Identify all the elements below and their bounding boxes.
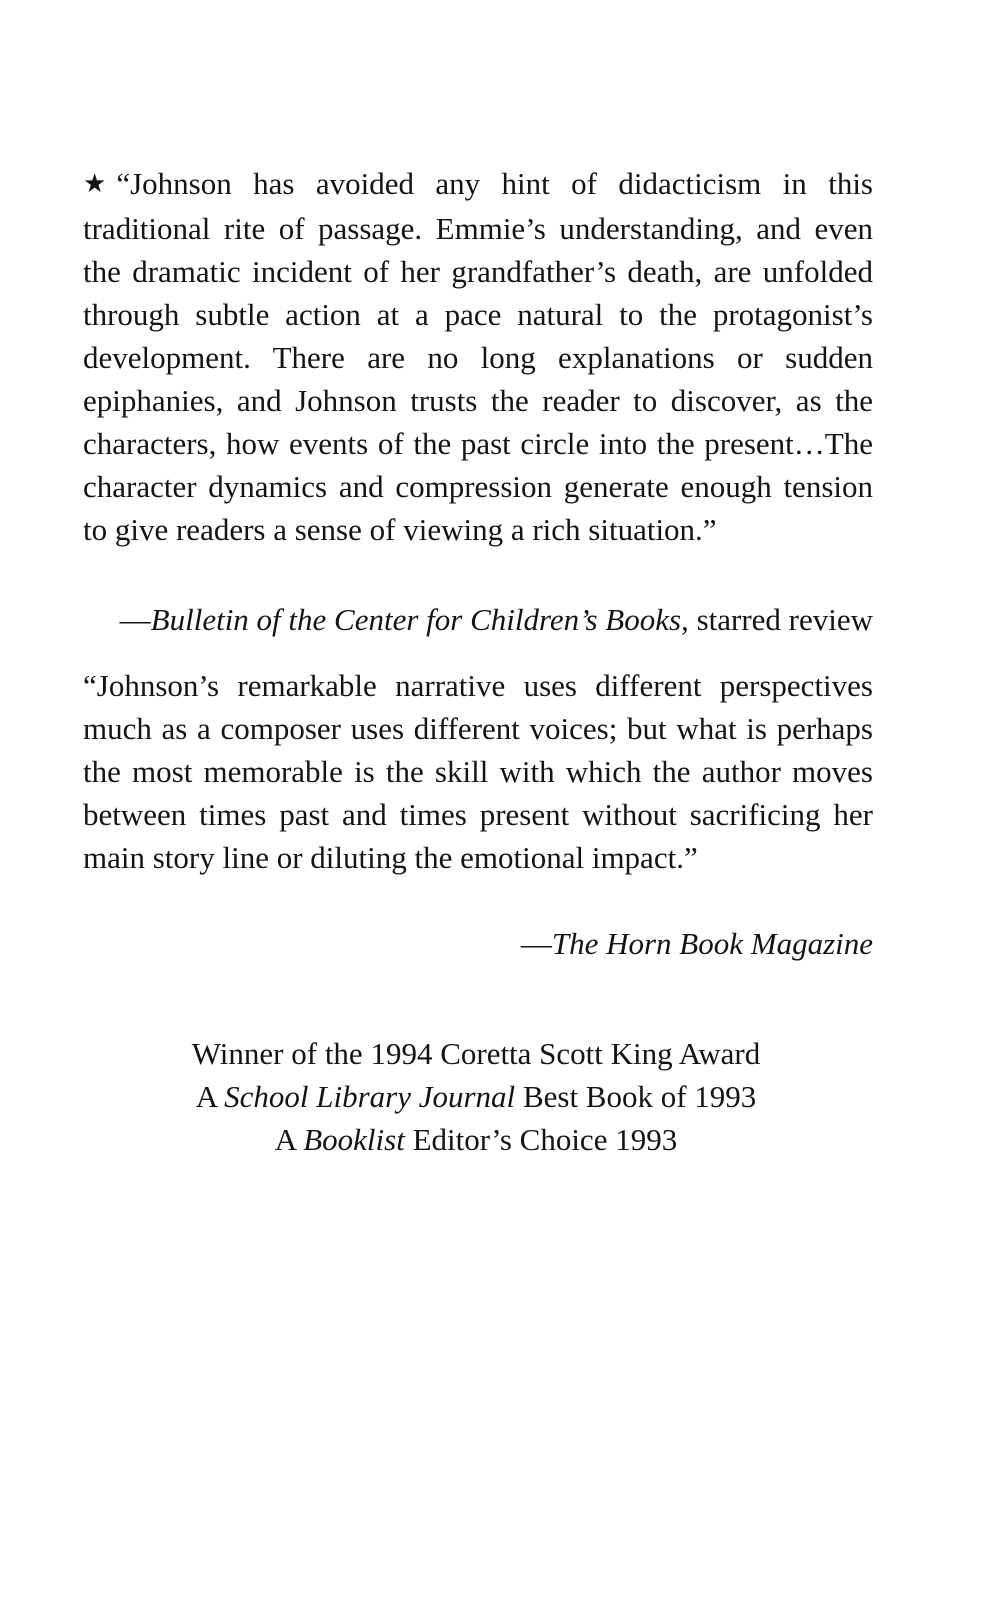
- award-line-3-title: Booklist: [303, 1122, 405, 1157]
- awards-list: [0, 1032, 952, 1161]
- award-line-3-prefix: A: [274, 1122, 304, 1157]
- award-line-3-suffix: Editor’s Choice 1993: [404, 1122, 678, 1157]
- award-line-3: [0, 1118, 952, 1161]
- review-quote-1: [83, 162, 873, 551]
- review-quote-2-text: “Johnson’s remarkable narrative uses different perspectives much as a composer uses different voices; but what is perhaps the most memorable is the skill with which the author moves between times past and times present without sacrificing her main story line or diluting the emotional impact.”: [83, 668, 873, 875]
- attribution-dash: —: [520, 926, 552, 961]
- attribution-dash: —: [119, 602, 151, 637]
- award-line-1: Winner of the 1994 Coretta Scott King Award: [191, 1036, 761, 1071]
- award-line-2-title: School Library Journal: [224, 1079, 516, 1114]
- award-line-2-prefix: A: [195, 1079, 225, 1114]
- review-quote-1-text: “Johnson has avoided any hint of didacticism in this traditional rite of passage. Emmie’s understanding, and even the dramatic incident of her grandfather’s death, are unfolded through subtle action at a pace natural to the protagonist’s development. There are no long explanations or sudden epiphanies, and Johnson trusts the reader to discover, as the characters, how events of the past circle into the present…The character dynamics and compression generate enough tension to give readers a sense of viewing a rich situation.”: [83, 166, 873, 547]
- review-quote-2: [83, 664, 873, 879]
- star-icon: ★: [83, 169, 107, 198]
- award-line-2: [0, 1075, 952, 1118]
- review-attribution-2: [521, 922, 873, 965]
- attribution-source-1: Bulletin of the Center for Children’s Books,: [150, 602, 689, 637]
- attribution-source-2: The Horn Book Magazine: [551, 926, 873, 961]
- attribution-note-1: starred review: [688, 602, 873, 637]
- review-attribution-1: [120, 598, 873, 641]
- award-line-2-suffix: Best Book of 1993: [515, 1079, 757, 1114]
